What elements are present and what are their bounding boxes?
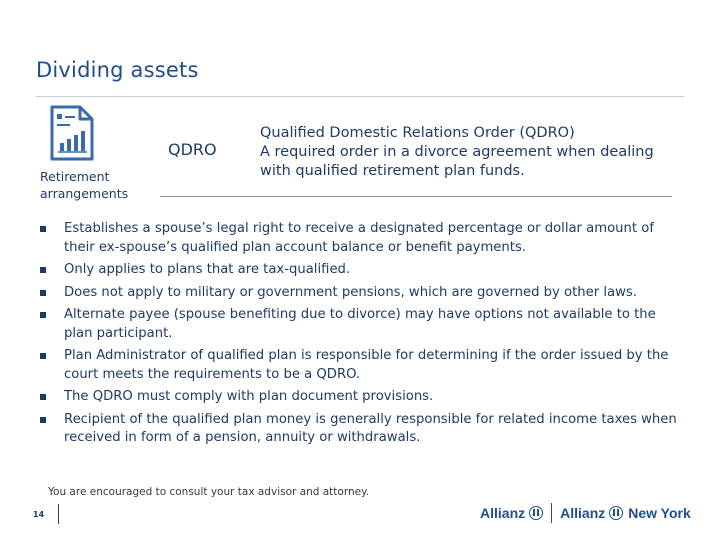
allianz-ny-region-text: New York [628,505,691,521]
definition-block [260,124,680,181]
bullet-item [36,306,684,343]
bullet-text: The QDRO must comply with plan document provisions. [64,389,434,404]
allianz-logo [480,505,543,521]
bullet-item [36,261,684,280]
bullet-item [36,388,684,407]
page-number: 14 [33,510,45,519]
bullet-item [36,347,684,384]
qdro-tag: QDRO [168,140,217,159]
bullet-item [36,220,684,257]
slide-title: Dividing assets [36,58,199,82]
bullet-marker [40,226,46,232]
bullet-marker [40,417,46,423]
allianz-logo-text: Allianz [480,505,526,521]
bullet-marker [40,394,46,400]
bullet-text: Establishes a spouse’s legal right to receive a designated percentage or dollar amount of their ex-spouse’s qualified plan account balance or benefit payments. [64,221,654,255]
bullet-marker [40,267,46,273]
bullet-list [36,220,684,452]
bullet-marker [40,312,46,318]
bullet-text: Recipient of the qualified plan money is generally responsible for related income taxes when received in form of a pension, annuity or withdrawals. [64,411,677,445]
allianz-eagle-icon [529,506,543,520]
bullet-text: Alternate payee (spouse benefiting due to divorce) may have options not available to the plan participant. [64,307,656,341]
footer-logos [480,502,691,524]
page-number-divider [58,504,59,524]
definition-heading: Qualified Domestic Relations Order (QDRO) [260,125,575,141]
bullet-text: Plan Administrator of qualified plan is responsible for determining if the order issued by the court meets the requirements to be a QDRO. [64,348,669,382]
definition-divider [160,196,672,197]
bullet-text: Does not apply to military or government pensions, which are governed by other laws. [64,284,637,300]
footer-note: You are encouraged to consult your tax advisor and attorney. [48,486,370,498]
allianz-new-york-logo [560,505,691,521]
allianz-ny-eagle-icon [609,506,623,520]
bullet-marker [40,290,46,296]
title-divider [36,96,684,97]
logo-divider [551,503,552,523]
bullet-marker [40,353,46,359]
allianz-ny-brand-text: Allianz [560,505,606,521]
bullet-text: Only applies to plans that are tax-qualified. [64,262,351,277]
bullet-item [36,284,684,303]
icon-caption: Retirement arrangements [40,169,129,201]
bullet-item [36,411,684,448]
document-chart-icon [48,105,96,163]
definition-text: A required order in a divorce agreement when dealing with qualified retirement plan funds. [260,144,654,179]
